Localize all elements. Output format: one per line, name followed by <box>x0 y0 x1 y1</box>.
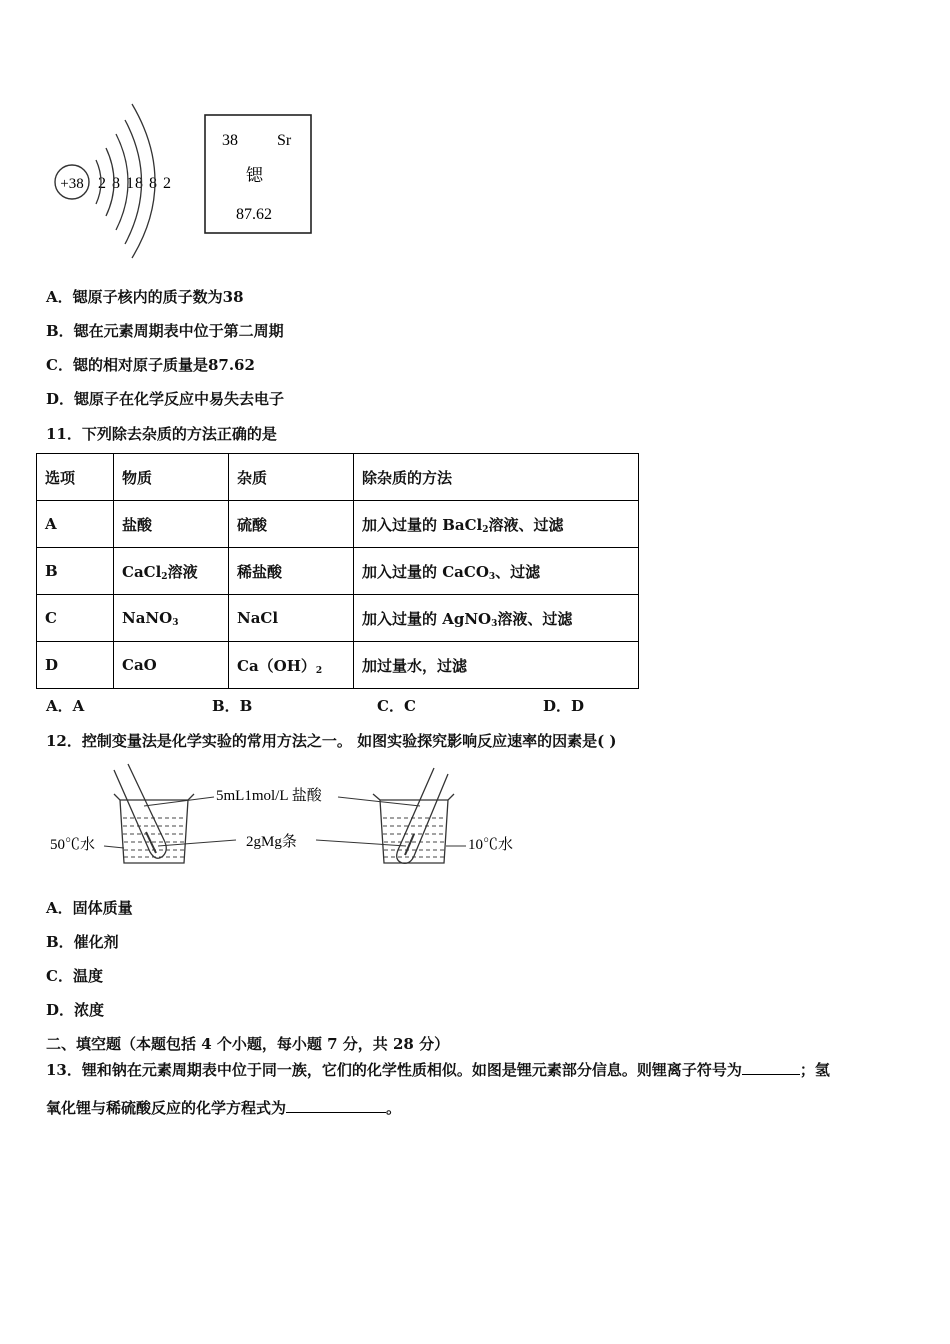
header-impurity: 杂质 <box>229 454 354 501</box>
table-row <box>37 548 639 595</box>
row-substance: CaCl$_2$溶液 <box>114 548 229 595</box>
row-impurity: 硫酸 <box>229 501 354 548</box>
table-row <box>37 501 639 548</box>
left-water-label: 50℃水 <box>50 837 96 853</box>
q11-answer-a: A．A <box>46 697 85 715</box>
row-option: D <box>37 642 114 689</box>
q11-stem: 11．下列除去杂质的方法正确的是 <box>46 425 277 443</box>
section-title: 二、填空题（本题包括 4 个小题，每小题 7 分，共 28 分） <box>46 1035 450 1053</box>
reaction-rate-figure <box>48 760 528 875</box>
table-row <box>37 642 639 689</box>
answer-blank-1[interactable] <box>742 1074 800 1075</box>
q13-text-2: 氧化锂与稀硫酸反应的化学方程式为 <box>46 1099 287 1117</box>
answer-blank-2[interactable] <box>286 1112 386 1113</box>
q11-answer-b: B．B <box>212 697 253 715</box>
q12-option-a: A．固体质量 <box>46 899 133 917</box>
impurity-table <box>36 453 639 689</box>
q13-text-1-tail: ；氢 <box>799 1061 830 1079</box>
row-method: 加入过量的 AgNO$_3$溶液、过滤 <box>354 595 639 642</box>
row-option: A <box>37 501 114 548</box>
atomic-number: 38 <box>222 132 238 149</box>
q11-answer-d: D．D <box>543 697 585 715</box>
row-substance: CaO <box>114 642 229 689</box>
right-water-lines <box>383 818 446 857</box>
row-substance: 盐酸 <box>114 501 229 548</box>
row-impurity: 稀盐酸 <box>229 548 354 595</box>
right-beaker <box>373 794 454 863</box>
acid-label: 5mL1mol/L 盐酸 <box>216 788 322 804</box>
row-method: 加入过量的 CaCO$_3$、过滤 <box>354 548 639 595</box>
right-mg-strip <box>405 834 414 855</box>
q10-option-b: B．锶在元素周期表中位于第二周期 <box>46 322 284 340</box>
row-option: C <box>37 595 114 642</box>
element-symbol: Sr <box>277 132 292 149</box>
q10-option-a: A．锶原子核内的质子数为38 <box>46 288 244 306</box>
row-substance: NaNO$_3$ <box>114 595 229 642</box>
row-option: B <box>37 548 114 595</box>
q13-line-1 <box>46 1059 830 1080</box>
row-method: 加入过量的 BaCl$_2$溶液、过滤 <box>354 501 639 548</box>
right-test-tube <box>397 768 448 863</box>
left-test-tube <box>114 764 166 858</box>
mg-label: 2gMg条 <box>246 834 297 850</box>
header-option: 选项 <box>37 454 114 501</box>
strontium-figure <box>40 90 340 260</box>
right-water-label: 10℃水 <box>468 837 514 853</box>
q12-option-b: B．催化剂 <box>46 933 119 951</box>
header-method: 除杂质的方法 <box>354 454 639 501</box>
row-impurity: NaCl <box>229 595 354 642</box>
table-row <box>37 595 639 642</box>
q13-line-2 <box>46 1097 401 1118</box>
q12-option-c: C．温度 <box>46 967 103 985</box>
table-header-row <box>37 454 639 501</box>
q12-option-d: D．浓度 <box>46 1001 105 1019</box>
atomic-mass: 87.62 <box>236 206 272 223</box>
q12-stem: 12．控制变量法是化学实验的常用方法之一。 如图实验探究影响反应速率的因素是( ) <box>46 732 617 750</box>
element-name: 锶 <box>246 166 263 186</box>
q13-text-2-tail: 。 <box>386 1099 402 1117</box>
q13-text-1: 13．锂和钠在元素周期表中位于同一族，它们的化学性质相似。如图是锂元素部分信息。则锂离子符号为 <box>46 1061 742 1079</box>
shell-electrons: 2 8 18 8 2 <box>98 175 172 192</box>
q11-answer-c: C．C <box>377 697 416 715</box>
header-substance: 物质 <box>114 454 229 501</box>
row-method: 加过量水，过滤 <box>354 642 639 689</box>
nucleus-label: +38 <box>60 176 84 192</box>
row-impurity: $Ca(OH)_2$ <box>229 642 354 689</box>
q10-option-c: C．锶的相对原子质量是87.62 <box>46 356 255 374</box>
q10-option-d: D．锶原子在化学反应中易失去电子 <box>46 390 285 408</box>
